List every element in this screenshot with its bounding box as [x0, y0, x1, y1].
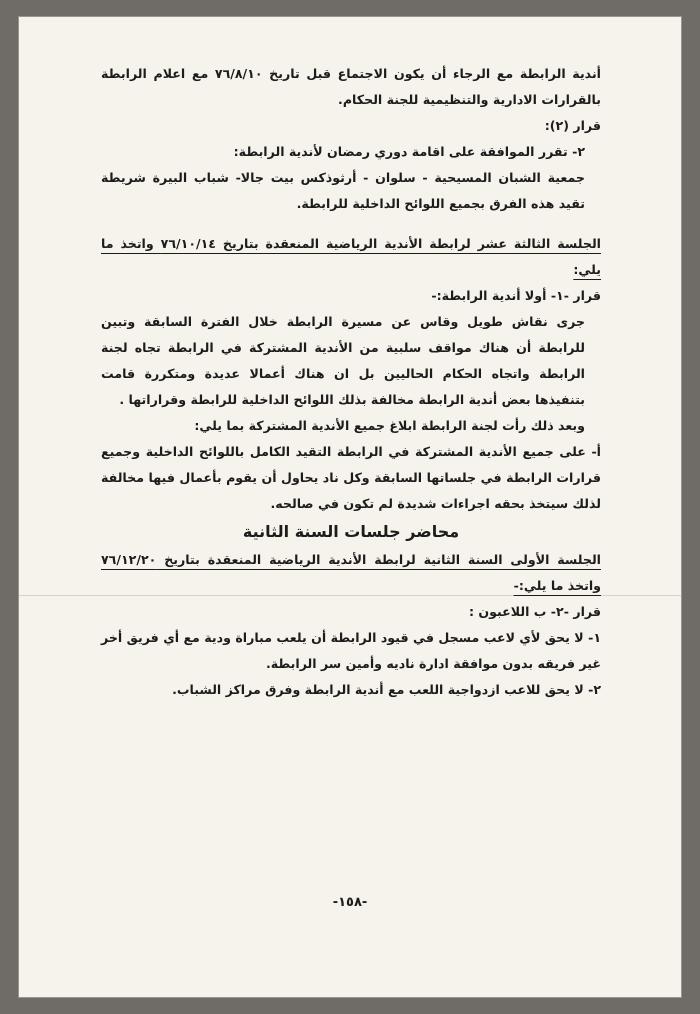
- paragraph: ٢- تقرر الموافقة على اقامة دوري رمضان لأندية الرابطة:: [233, 144, 585, 159]
- section-title: محاضر جلسات السنة الثانية: [242, 522, 460, 541]
- paragraph: أ- على جميع الأندية المشتركة في الرابطة التقيد الكامل باللوائح الداخلية وجميع قرارات الرابطة في جلساتها السابقة وكل ناد يحاول أن يقوم بأعمال فيها مخالفة لذلك سيتخذ بحقه اجراءات شديدة لم تكون في صالحه.: [101, 444, 601, 511]
- decision-label: قرار -١- أولا أندية الرابطة:-: [431, 288, 601, 303]
- session-heading: الجلسة الثالثة عشر لرابطة الأندية الرياضية المنعقدة بتاريخ ٧٦/١٠/١٤ واتخذ ما يلي:: [101, 236, 601, 277]
- paragraph: أندية الرابطة مع الرجاء أن يكون الاجتماع قبل تاريخ ٧٦/٨/١٠ مع اعلام الرابطة بالقرارات الادارية والتنظيمية للجنة الحكام.: [101, 66, 601, 107]
- decision-label: قرار (٢):: [544, 118, 601, 133]
- page-body: [101, 61, 601, 703]
- page-number: -١٥٨-: [332, 895, 368, 910]
- paragraph: وبعد ذلك رأت لجنة الرابطة ابلاغ جميع الأندية المشتركة بما يلي:: [194, 418, 585, 433]
- session-heading: الجلسة الأولى السنة الثانية لرابطة الأندية الرياضية المنعقدة بتاريخ ٧٦/١٢/٢٠ واتخذ ما يلي:-: [101, 552, 601, 593]
- paragraph: ١- لا يحق لأي لاعب مسجل في قيود الرابطة أن يلعب مباراة ودية مع أي فريق أخر غير فريقه بدون موافقة ادارة ناديه وأمين سر الرابطة.: [101, 630, 601, 671]
- paragraph: ٢- لا يحق للاعب ازدواجية اللعب مع أندية الرابطة وفرق مراكز الشباب.: [172, 682, 601, 697]
- document-page: [18, 16, 682, 998]
- paragraph: جرى نقاش طويل وقاس عن مسيرة الرابطة خلال الفترة السابقة وتبين للرابطة أن هناك مواقف سلبية من الأندية المشتركة في الرابطة تجاه لجنة الرابطة واتجاه الحكام الحاليين بل ان هناك أعمالا عديدة ومتكررة قامت بتنفيذها بعض أندية الرابطة مخالفة بذلك اللوائح الداخلية للرابطة وقراراتها .: [101, 314, 585, 407]
- decision-label: قرار -٢- ب اللاعبون :: [468, 604, 601, 619]
- paragraph: جمعية الشبان المسيحية - سلوان - أرثوذكس بيت جالا- شباب البيرة شريطة تقيد هذه الفرق بجميع اللوائح الداخلية للرابطة.: [101, 170, 585, 211]
